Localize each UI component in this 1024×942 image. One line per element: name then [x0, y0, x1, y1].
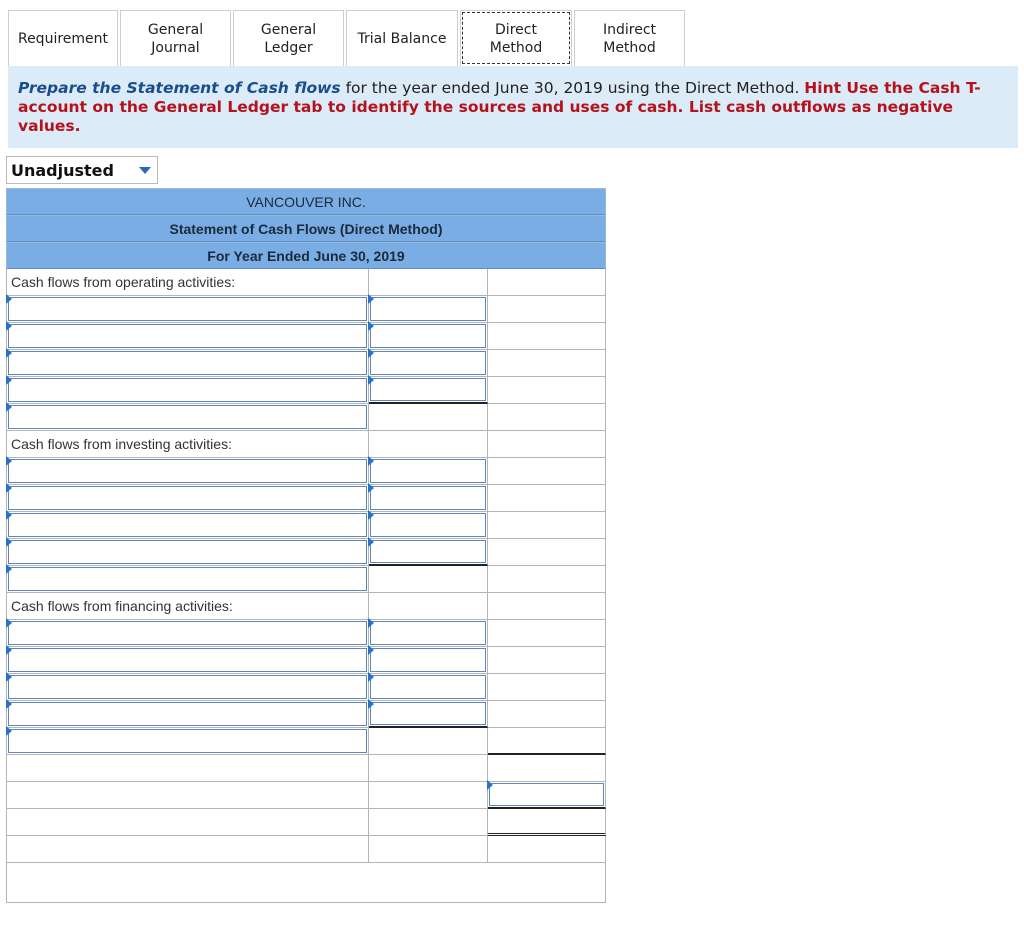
flag-icon [6, 672, 12, 682]
flag-icon [6, 294, 12, 304]
table-row [6, 863, 606, 903]
operating-amount-input[interactable] [370, 378, 486, 401]
investing-amount-input[interactable] [370, 459, 486, 483]
table-row [6, 539, 606, 566]
tab-general-journal[interactable]: General Journal [120, 10, 231, 66]
financing-amount-input[interactable] [370, 702, 486, 725]
company-name: VANCOUVER INC. [6, 188, 606, 215]
investing-amount-input[interactable] [370, 513, 486, 537]
flag-icon [6, 726, 12, 736]
flag-icon [368, 672, 374, 682]
table-row [6, 755, 606, 782]
cash-balance-input[interactable] [489, 783, 604, 806]
flag-icon [368, 456, 374, 466]
operating-description-input[interactable] [8, 351, 367, 375]
flag-icon [368, 699, 374, 709]
flag-icon [368, 645, 374, 655]
investing-amount-input[interactable] [370, 486, 486, 510]
investing-description-input[interactable] [8, 486, 367, 510]
financing-amount-input[interactable] [370, 648, 486, 672]
investing-total-label-input[interactable] [8, 567, 367, 591]
adjustment-select-value: Unadjusted [11, 160, 114, 180]
cash-flow-statement [6, 188, 606, 903]
table-row [6, 566, 606, 593]
table-row [6, 809, 606, 836]
tab-general-ledger[interactable]: General Ledger [233, 10, 344, 66]
instructions-banner [8, 66, 1018, 148]
table-row [6, 512, 606, 539]
financing-description-input[interactable] [8, 621, 367, 645]
table-row [6, 728, 606, 755]
instructions-text: for the year ended June 30, 2019 using the Direct Method. [340, 79, 805, 97]
flag-icon [6, 483, 12, 493]
financing-label: Cash flows from financing activities: [11, 598, 233, 614]
investing-description-input[interactable] [8, 513, 367, 537]
operating-total-label-input[interactable] [8, 405, 367, 429]
instructions-lead: Prepare the Statement of Cash flows [18, 79, 341, 97]
financing-total-label-input[interactable] [8, 729, 367, 753]
flag-icon [368, 618, 374, 628]
flag-icon [368, 294, 374, 304]
table-row [6, 647, 606, 674]
operating-header-row [6, 269, 606, 296]
flag-icon [487, 780, 493, 790]
table-row [6, 701, 606, 728]
operating-amount-input[interactable] [370, 351, 486, 375]
flag-icon [6, 348, 12, 358]
table-row [6, 404, 606, 431]
financing-amount-input[interactable] [370, 621, 486, 645]
flag-icon [368, 375, 374, 385]
flag-icon [368, 537, 374, 547]
chevron-down-icon [139, 167, 151, 174]
investing-description-input[interactable] [8, 459, 367, 483]
table-row [6, 296, 606, 323]
table-row [6, 323, 606, 350]
tab-trial-balance[interactable]: Trial Balance [346, 10, 458, 66]
flag-icon [6, 537, 12, 547]
operating-amount-input[interactable] [370, 324, 486, 348]
table-row [6, 485, 606, 512]
flag-icon [6, 564, 12, 574]
flag-icon [368, 483, 374, 493]
flag-icon [6, 375, 12, 385]
operating-description-input[interactable] [8, 378, 367, 402]
statement-period: For Year Ended June 30, 2019 [6, 242, 606, 269]
tab-requirement[interactable]: Requirement [8, 10, 118, 66]
investing-header-row [6, 431, 606, 458]
investing-description-input[interactable] [8, 540, 367, 564]
flag-icon [6, 456, 12, 466]
table-row [6, 377, 606, 404]
flag-icon [368, 348, 374, 358]
table-row [6, 674, 606, 701]
investing-label: Cash flows from investing activities: [11, 436, 232, 452]
flag-icon [6, 699, 12, 709]
financing-description-input[interactable] [8, 648, 367, 672]
table-row [6, 782, 606, 809]
flag-icon [368, 510, 374, 520]
tab-indirect-method[interactable]: Indirect Method [574, 10, 685, 66]
financing-amount-input[interactable] [370, 675, 486, 699]
adjustment-select[interactable] [6, 156, 158, 184]
flag-icon [368, 321, 374, 331]
instructions-hint: Hint Use the Cash T-account on the General Ledger tab to identify the sources and uses of cash. List cash outflows as negative values. [18, 79, 981, 135]
flag-icon [6, 645, 12, 655]
financing-header-row [6, 593, 606, 620]
statement-title: Statement of Cash Flows (Direct Method) [6, 215, 606, 242]
flag-icon [6, 321, 12, 331]
tab-direct-method[interactable]: Direct Method [460, 10, 572, 66]
table-row [6, 836, 606, 863]
financing-description-input[interactable] [8, 702, 367, 726]
financing-description-input[interactable] [8, 675, 367, 699]
table-row [6, 350, 606, 377]
investing-amount-input[interactable] [370, 540, 486, 563]
table-row [6, 458, 606, 485]
operating-description-input[interactable] [8, 297, 367, 321]
table-row [6, 620, 606, 647]
operating-description-input[interactable] [8, 324, 367, 348]
flag-icon [6, 618, 12, 628]
operating-amount-input[interactable] [370, 297, 486, 321]
tab-bar [8, 10, 687, 66]
flag-icon [6, 510, 12, 520]
flag-icon [6, 402, 12, 412]
operating-label: Cash flows from operating activities: [11, 274, 236, 290]
